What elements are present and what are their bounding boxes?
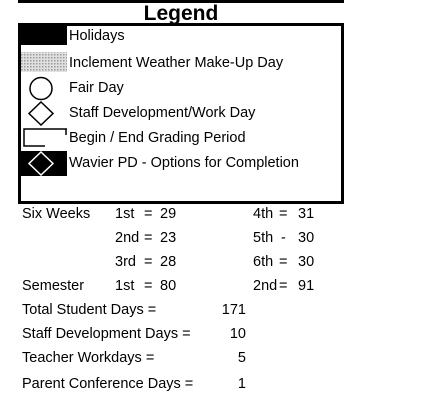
six-weeks-period: 4th	[253, 206, 274, 222]
six-weeks-label: Six Weeks	[22, 206, 91, 222]
six-weeks-period: 6th	[253, 254, 274, 270]
six-weeks-value: 23	[160, 230, 177, 246]
six-weeks-op: =	[144, 254, 153, 270]
six-weeks-value: 31	[298, 206, 315, 222]
legend-label-holidays: Holidays	[69, 28, 125, 44]
semester-value: 80	[160, 278, 177, 294]
legend-label-staff-development: Staff Development/Work Day	[69, 105, 256, 121]
six-weeks-value: 30	[298, 230, 315, 246]
legend-label-wavier-pd: Wavier PD - Options for Completion	[69, 155, 299, 171]
teacher-workdays-value: 5	[237, 350, 246, 366]
legend-label-grading-period: Begin / End Grading Period	[69, 130, 246, 146]
six-weeks-period: 3rd	[115, 254, 136, 270]
semester-label: Semester	[22, 278, 85, 294]
semester-op: =	[144, 278, 153, 294]
six-weeks-period: 2nd	[115, 230, 140, 246]
semester-period: 2nd	[253, 278, 278, 294]
legend-title: Legend	[143, 2, 219, 25]
teacher-workdays-label: Teacher Workdays =	[22, 350, 155, 366]
six-weeks-value: 30	[298, 254, 315, 270]
six-weeks-value: 28	[160, 254, 177, 270]
six-weeks-op: -	[281, 230, 286, 246]
six-weeks-op: =	[144, 206, 153, 222]
six-weeks-op: =	[279, 206, 288, 222]
total-student-days-label: Total Student Days =	[22, 302, 157, 318]
six-weeks-period: 5th	[253, 230, 274, 246]
parent-conference-days-label: Parent Conference Days =	[22, 376, 194, 392]
six-weeks-op: =	[279, 254, 288, 270]
legend-label-fair-day: Fair Day	[69, 80, 124, 96]
six-weeks-period: 1st	[115, 206, 135, 222]
legend-label-inclement-weather: Inclement Weather Make-Up Day	[69, 55, 284, 71]
total-student-days-value: 171	[221, 302, 246, 318]
staff-development-days-label: Staff Development Days =	[22, 326, 191, 342]
staff-development-days-value: 10	[229, 326, 246, 342]
six-weeks-op: =	[144, 230, 153, 246]
semester-value: 91	[298, 278, 315, 294]
parent-conference-days-value: 1	[237, 376, 246, 392]
six-weeks-value: 29	[160, 206, 177, 222]
semester-op: =	[279, 278, 288, 294]
semester-period: 1st	[115, 278, 135, 294]
